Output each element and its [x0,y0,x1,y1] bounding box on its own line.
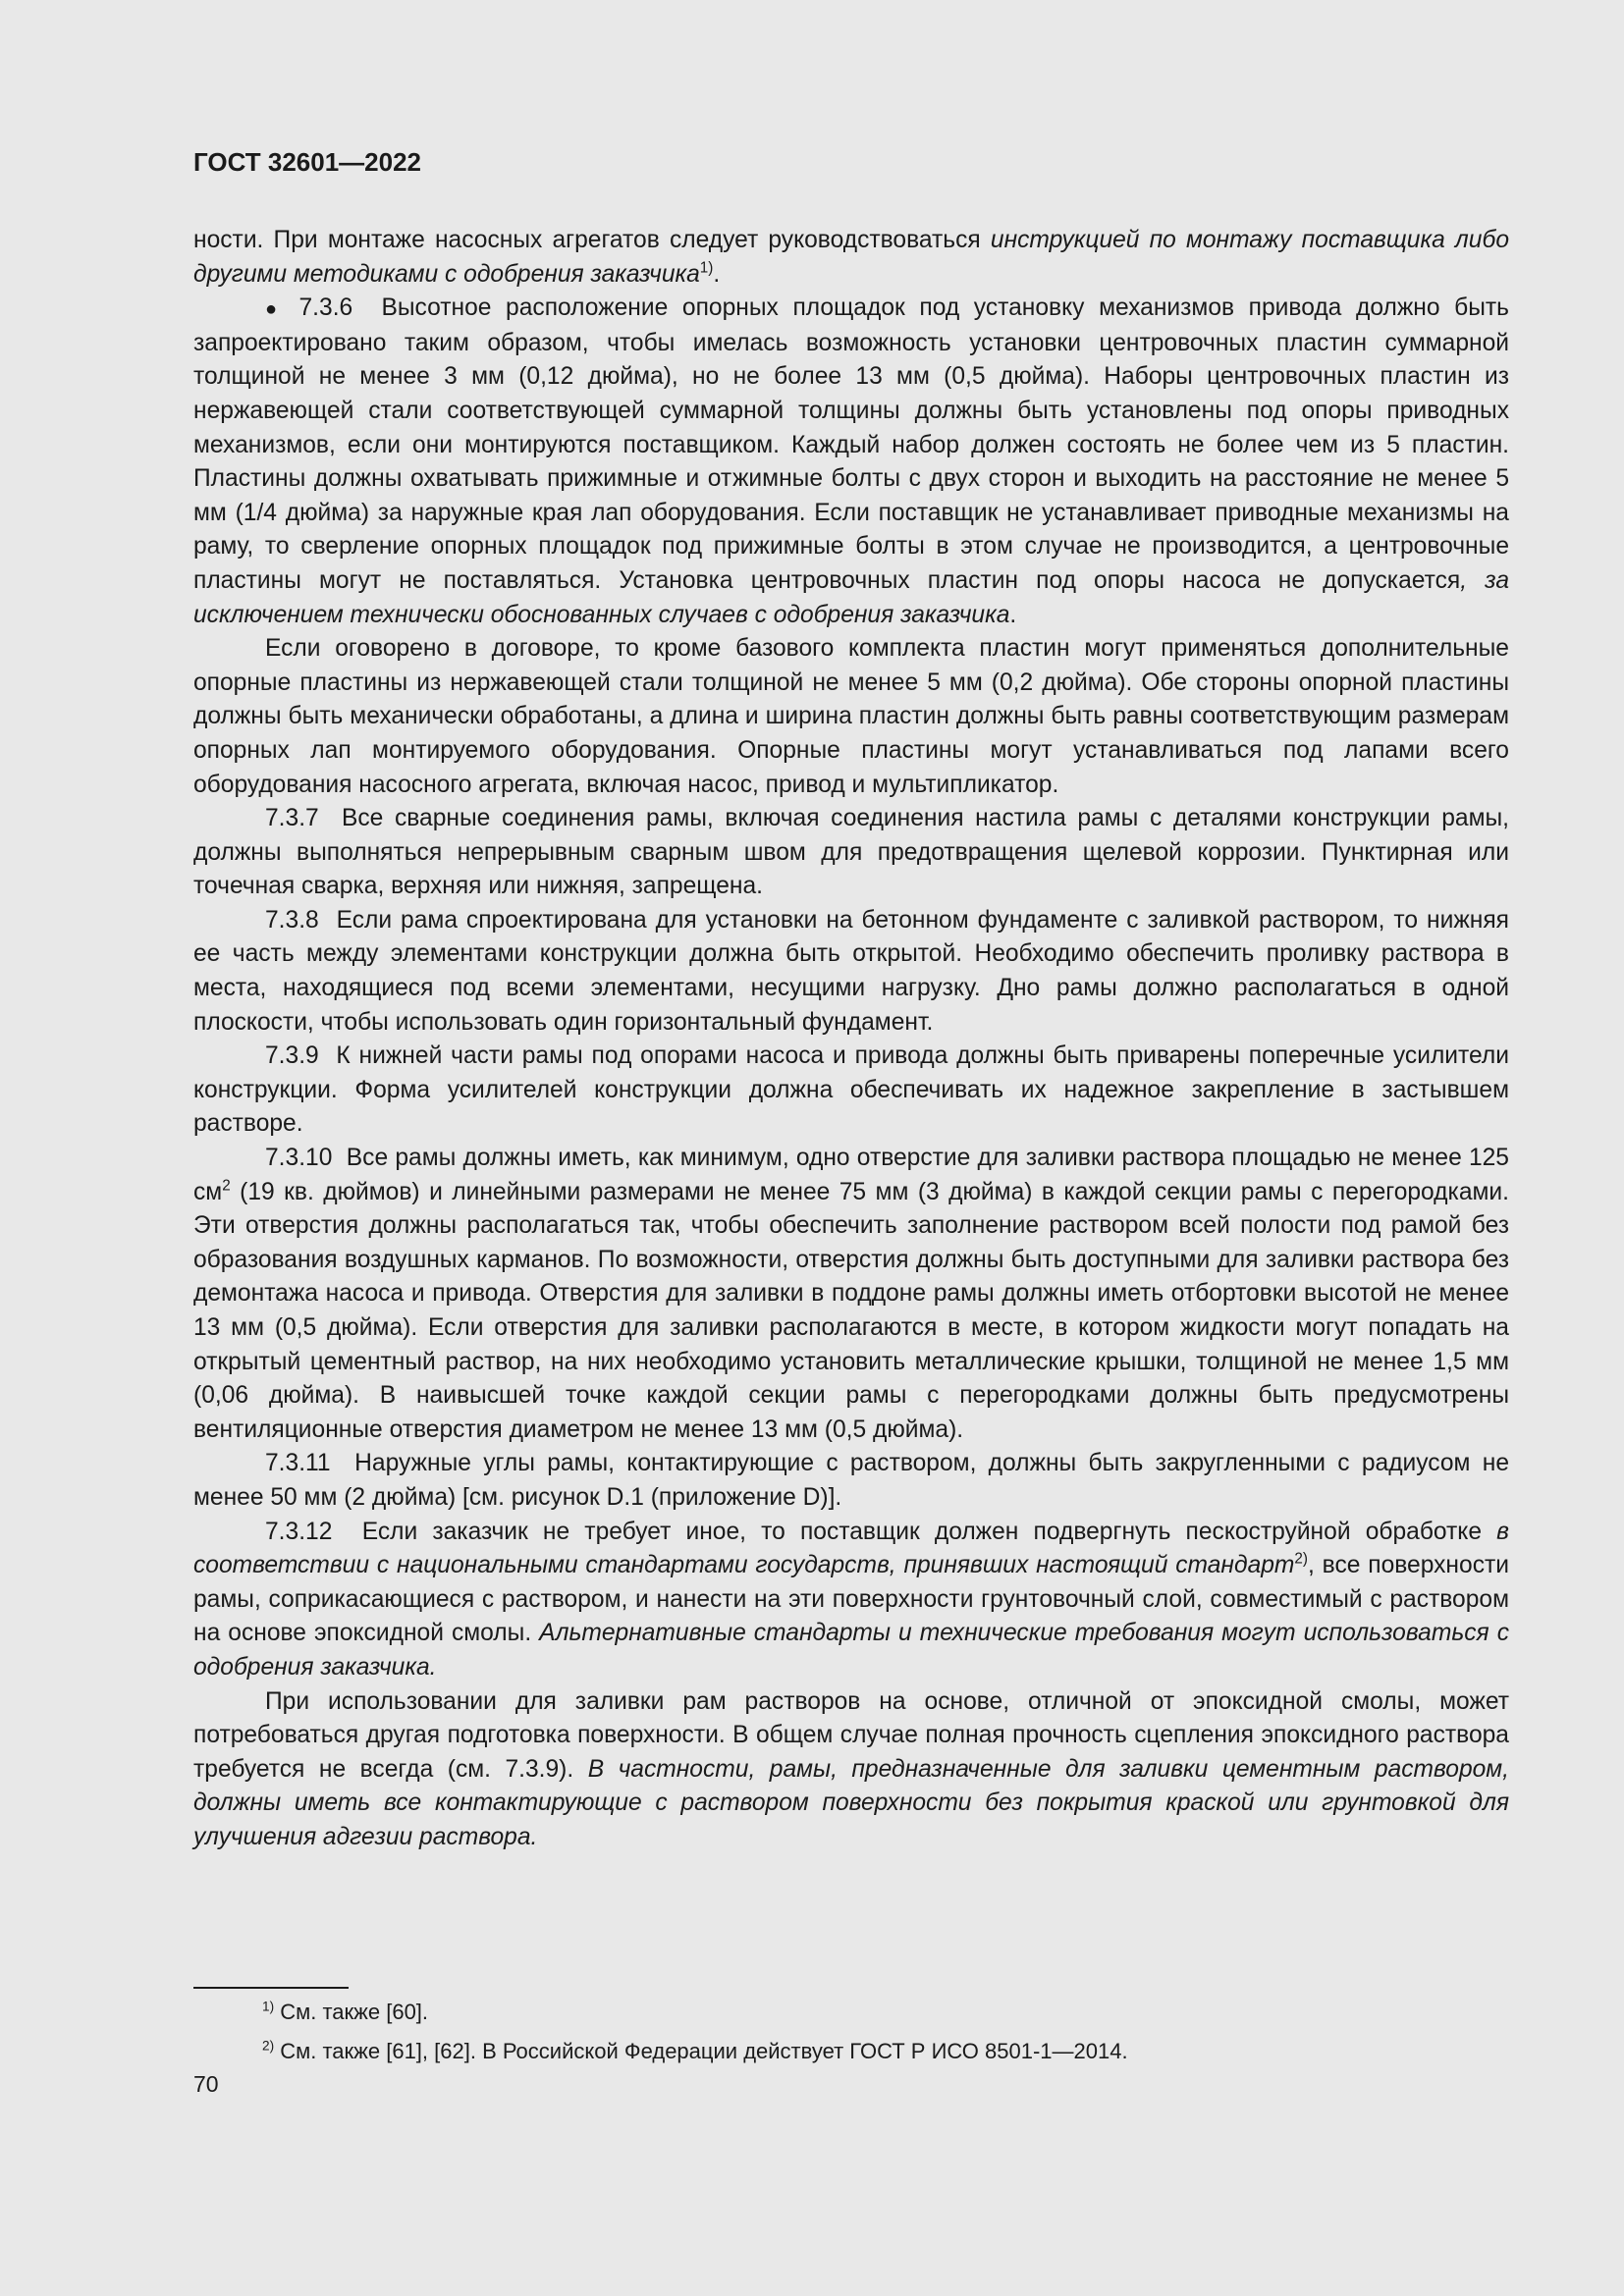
clause-7-3-9 [193,1040,1509,1142]
clause-7-3-11 [193,1447,1509,1515]
footnote-divider [193,1987,349,1989]
footnote-text: См. также [61], [62]. В Российской Федерации действует ГОСТ Р ИСО 8501-1—2014. [274,2039,1128,2063]
footnote-mark: 1) [262,1999,275,2014]
clause-number: 7.3.8 [265,906,319,934]
paragraph-base-plates: Если оговорено в договоре, то кроме базового комплекта пластин могут применяться дополнительные опорные пластины из нержавеющей стали толщиной не менее 5 мм (0,2 дюйма). Обе стороны опорной пластины должны быть механически обработаны, а длина и ширина пластин должны быть равны соответствующим размерам опорных лап монтируемого оборудования. Опорные пластины могут устанавливаться под лапами всего оборудования насосного агрегата, включая насос, привод и мультипликатор. [193,635,1509,798]
clause-7-3-8 [193,904,1509,1040]
change-marker-icon: ● [265,298,285,321]
clause-number: 7.3.10 [265,1145,333,1172]
italic-text-run: инструкцией по монтажу поставщика либо другими методиками с одобрения заказчика [193,227,1509,288]
clause-text: Если заказчик не требует иное, то поставщик должен подвергнуть пескоструйной обработке [361,1518,1497,1545]
clause-text: , все поверхности рамы, соприкасающиеся с раствором, и нанести на эти поверхности грунтовочный слой, совместимый с раствором на основе эпоксидной смолы. [193,1552,1509,1647]
clause-7-3-10 [193,1142,1509,1447]
text-run: ности. При монтаже насосных агрегатов следует руководствоваться [193,227,991,253]
clause-text: Все сварные соединения рамы, включая соединения настила рамы с деталями конструкции рамы, должны выполняться непрерывным сварным швом для предотвращения щелевой коррозии. Пунктирная или точечная сварка, верхняя или нижняя, запрещена. [193,805,1509,900]
italic-text-run: В частности, рамы, предназначенные для заливки цементным раствором, должны иметь все контактирующие с раствором поверхности без покрытия краской или грунтовкой для улучшения адгезии раствора. [193,1755,1509,1850]
footnote-text: См. также [60]. [274,2000,429,2024]
footnote-ref-1: 1) [699,259,714,277]
clause-text: (19 кв. дюймов) и линейными размерами не менее 75 мм (3 дюйма) в каждой секции рамы с перегородками. Эти отверстия должны располагаться так, чтобы обеспечить заполнение раствором всей полости под рамой без образования воздушных карманов. По возможности, отверстия должны быть доступными для заливки раствора без демонтажа насоса и привода. Отверстия для заливки в поддоне рамы должны иметь отбортовки высотой не менее 13 мм (0,5 дюйма). Если отверстия для заливки располагаются в месте, в котором жидкости могут попадать на открытый цементный раствор, на них необходимо установить металлические крышки, толщиной не менее 1,5 мм (0,06 дюйма). В наивысшей точке каждой секции рамы с перегородками должны быть предусмотрены вентиляционные отверстия диаметром не менее 13 мм (0,5 дюйма). [193,1178,1509,1443]
page-number: 70 [193,2071,219,2097]
clause-number: 7.3.11 [265,1450,331,1477]
clause-text: Все рамы должны иметь, как минимум, одно отверстие для заливки раствора площадью не менее 125 см [193,1145,1509,1205]
text-run: При использовании для заливки рам растворов на основе, отличной от эпоксидной смолы, может потребоваться другая подготовка поверхности. В общем случае полная прочность сцепления эпоксидного раствора требуется не всегда (см. 7.3.9). [193,1687,1509,1783]
clause-number: 7.3.6 [298,294,353,322]
text-run: . [1009,601,1017,628]
clause-text: Если рама спроектирована для установки на бетонном фундаменте с заливкой раствором, то нижняя ее часть между элементами конструкции должна быть открытой. Необходимо обеспечить проливку раствора в места, находящиеся под всеми элементами, несущими нагрузку. Дно рамы должно располагаться в одной плоскости, чтобы использовать один горизонтальный фундамент. [193,906,1509,1036]
text-run: . [713,260,721,288]
italic-text-run: в соответствии с национальными стандартами государств, принявших настоящий стандарт [193,1518,1510,1579]
paragraph-continuation [193,224,1509,292]
superscript: 2 [222,1177,231,1195]
italic-text-run: Альтернативные стандарты и технические требования могут использоваться с одобрения заказчика. [193,1620,1509,1681]
footnotes [193,1993,1509,2071]
italic-text-run: , за исключением технически обоснованных случаев с одобрения заказчика [193,566,1510,628]
clause-number: 7.3.7 [265,805,319,832]
clause-7-3-12 [193,1516,1509,1685]
clause-text: Высотное расположение опорных площадок под установку механизмов привода должно быть запроектировано таким образом, чтобы имелась возможность установки центровочных пластин суммарной толщиной не менее 3 мм (0,12 дюйма), но не более 13 мм (0,5 дюйма). Наборы центровочных пластин из нержавеющей стали соответствующей суммарной толщины должны быть установлены под опоры приводных механизмов, если они монтируются поставщиком. Каждый набор должен состоять не более чем из 5 пластин. Пластины должны охватывать прижимные и отжимные болты с двух сторон и выходить на расстояние не менее 5 мм (1/4 дюйма) за наружные края лап оборудования. Если поставщик не устанавливает приводные механизмы на раму, то сверление опорных площадок под прижимные болты в этом случае не производится, а центровочные пластины могут не поставляться. Установка центровочных пластин под опоры насоса не допускается [193,294,1509,594]
clause-7-3-6 [193,292,1509,632]
footnote-1 [193,1993,1509,2032]
clause-text: Наружные углы рамы, контактирующие с раствором, должны быть закругленными с радиусом не менее 50 мм (2 дюйма) [см. рисунок D.1 (приложение D)]. [193,1450,1509,1511]
clause-number: 7.3.12 [265,1518,333,1545]
clause-number: 7.3.9 [265,1042,319,1070]
footnote-2 [193,2032,1509,2071]
clause-7-3-7 [193,802,1509,904]
clause-text: К нижней части рамы под опорами насоса и привода должны быть приварены поперечные усилители конструкции. Форма усилителей конструкции должна обеспечивать их надежное закрепление в застывшем растворе. [193,1042,1509,1138]
paragraph-grout-note [193,1685,1509,1855]
footnote-mark: 2) [262,2038,275,2054]
footnote-ref-2: 2) [1294,1550,1308,1568]
document-body [193,224,1509,1855]
document-header: ГОСТ 32601—2022 [193,147,421,177]
